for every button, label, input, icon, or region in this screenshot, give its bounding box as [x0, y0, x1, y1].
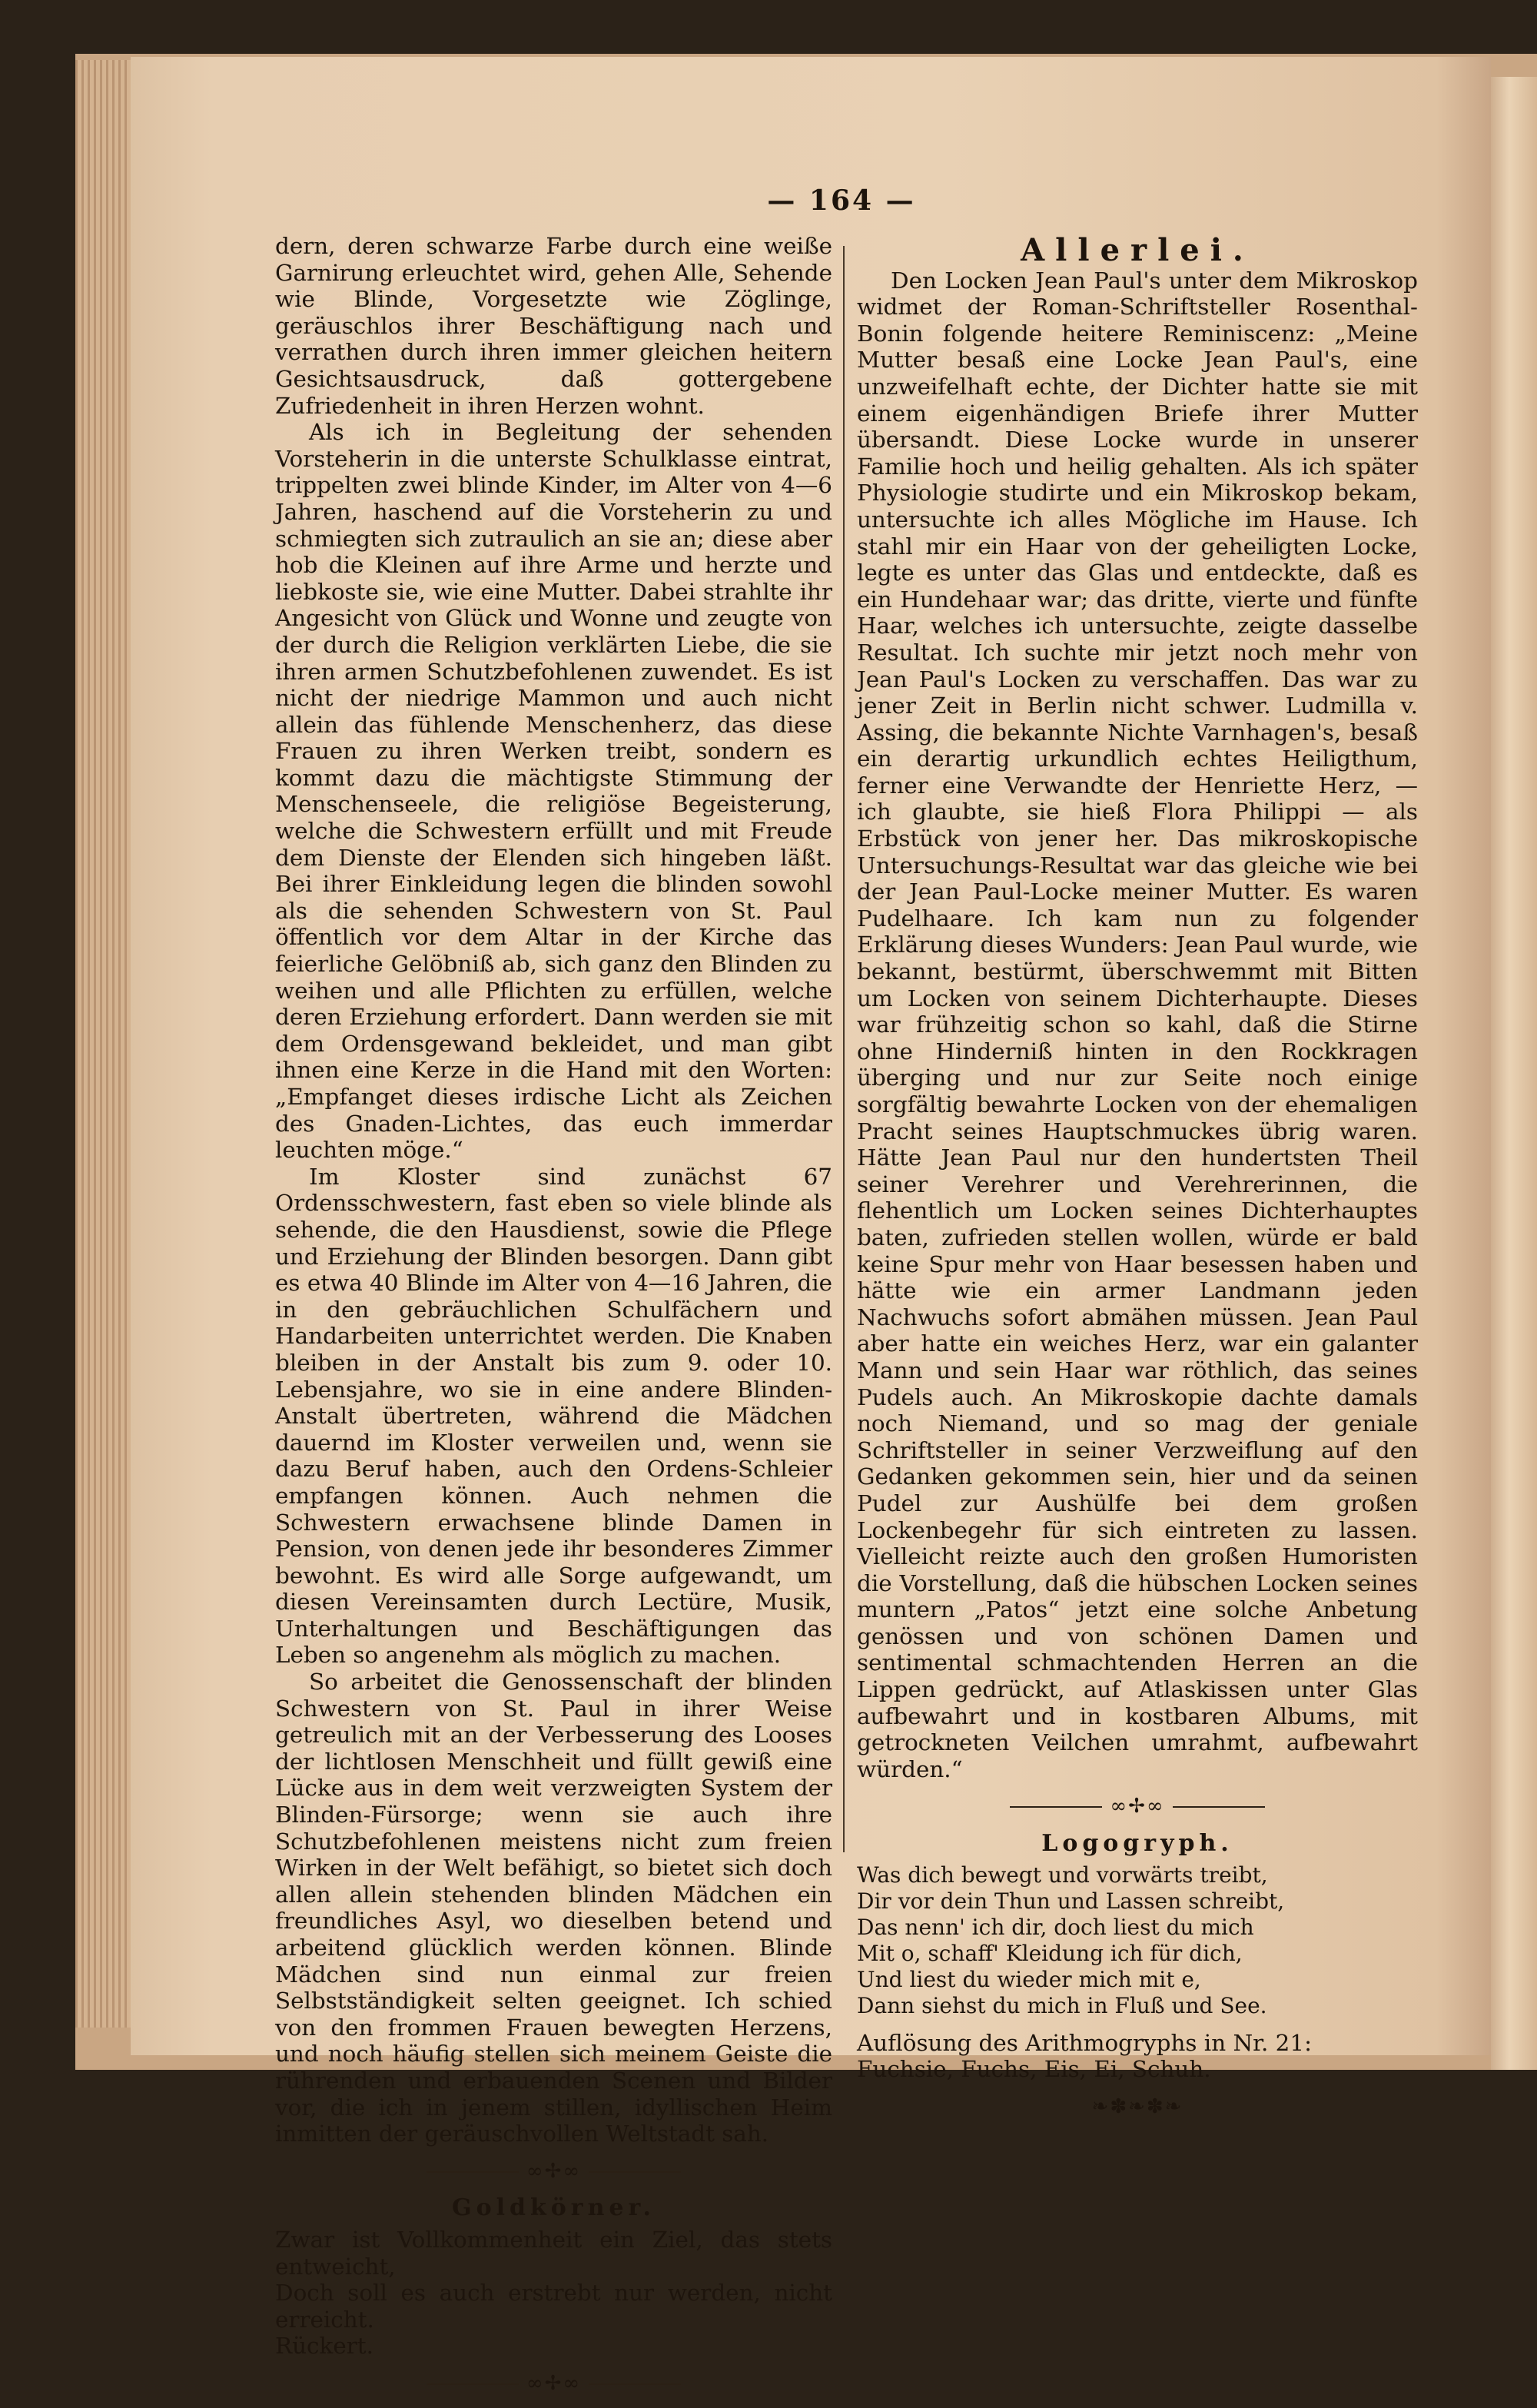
verse-line: Dir vor dein Thun und Lassen schreibt, [857, 1888, 1285, 1914]
verse-line: Und liest du wieder mich mit e, [857, 1966, 1201, 1992]
logogryph-verse [857, 1862, 1418, 2019]
left-paragraph-1: dern, deren schwarze Farbe durch eine weiße Garnirung erleuchtet wird, gehen Alle, Sehende wie Blinde, Vorgesetzte wie Zöglinge, geräuschlos ihrer Beschäftigung nach und verrathen durch ihren immer gleichen heitern Gesichtsausdruck, daß gottergebene Zufriedenheit in ihren Herzen wohnt. [275, 233, 832, 419]
goldkoerner-author: Rückert. [275, 2333, 373, 2360]
goldkoerner-line-2: Doch soll es auch erstrebt nur werden, nicht erreicht. [275, 2280, 832, 2333]
left-paragraph-2: Als ich in Begleitung der sehenden Vorsteherin in die unterste Schulklasse eintrat, trippelten zwei blinde Kinder, im Alter von 4—6 Jahren, haschend auf die Vorsteherin zu und schmiegten sich zutraulich an sie an; diese aber hob die Kleinen auf ihre Arme und herzte und liebkoste sie, wie eine Mutter. Dabei strahlte ihr Angesicht von Glück und Wonne und zeugte von der durch die Religion verklärten Liebe, die sie ihren armen Schutzbefohlenen zuwendet. Es ist nicht der niedrige Mammon und auch nicht allein das fühlende Menschenherz, das diese Frauen zu ihren Werken treibt, sondern es kommt dazu die mächtigste Stimmung der Menschenseele, die religiöse Begeisterung, welche die Schwestern erfüllt und mit Freude dem Dienste der Elenden sich hingeben läßt. Bei ihrer Einkleidung legen die blinden sowohl als die sehenden Schwestern von St. Paul öffentlich vor dem Altar in der Kirche das feierliche Gelöbniß ab, sich ganz den Blinden zu weihen und alle Pflichten zu erfüllen, welche deren Erziehung erfordert. Dann werden sie mit dem Ordensgewand bekleidet, und man gibt ihnen eine Kerze in die Hand mit den Worten: „Empfanget dieses irdische Licht als Zeichen des Gnaden-Lichtes, das euch immerdar leuchten möge.“ [275, 419, 832, 1164]
verse-line: Was dich bewegt und vorwärts treibt, [857, 1862, 1268, 1888]
ornament-flourish: ❧✽❧✽❧ [1091, 2094, 1183, 2118]
solution-heading: Auflösung des Arithmogryphs in Nr. 21: [857, 2029, 1312, 2056]
goldkoerner-title: Goldkörner. [452, 2194, 656, 2222]
left-paragraph-3: Im Kloster sind zunächst 67 Ordensschwestern, fast eben so viele blinde als sehende, die den Hausdienst, sowie die Pflege und Erziehung der Blinden besorgen. Dann gibt es etwa 40 Blinde im Alter von 4—16 Jahren, die in den gebräuchlichen Schulfächern und Handarbeiten unterrichtet werden. Die Knaben bleiben in der Anstalt bis zum 9. oder 10. Lebensjahre, wo sie in eine andere Blinden-Anstalt übertreten, während die Mädchen dauernd im Kloster verweilen und, wenn sie dazu Beruf haben, auch den Ordens-Schleier empfangen können. Auch nehmen die Schwestern erwachsene blinde Damen in Pension, von denen jede ihr besonderes Zimmer bewohnt. Es wird alle Sorge aufgewandt, um diesen Vereinsamten durch Lectüre, Musik, Unterhaltungen und Beschäftigungen das Leben so angenehm als möglich zu machen. [275, 1163, 832, 1669]
verse-line: Das nenn' ich dir, doch liest du mich [857, 1914, 1254, 1940]
ornament-divider: ∞✢∞ [857, 1793, 1418, 1820]
goldkoerner-line-1: Zwar ist Vollkommenheit ein Ziel, das stets entweicht, [275, 2226, 832, 2280]
ornament-divider: ∞✢∞ [275, 2370, 832, 2397]
verse-line: Dann siehst du mich in Fluß und See. [857, 1992, 1267, 2018]
allerlei-title: Allerlei. [1021, 232, 1254, 268]
column-divider [843, 246, 845, 1852]
right-paragraph: Den Locken Jean Paul's unter dem Mikroskop widmet der Roman-Schriftsteller Rosenthal-Bonin folgende heitere Reminiscenz: „Meine Mutter besaß eine Locke Jean Paul's, eine unzweifelhaft echte, der Dichter hatte sie mit einem eigenhändigen Briefe ihrer Mutter übersandt. Diese Locke wurde in unserer Familie hoch und heilig gehalten. Als ich später Physiologie studirte und ein Mikroskop bekam, untersuchte ich alles Mögliche im Hause. Ich stahl mir ein Haar von der geheiligten Locke, legte es unter das Glas und entdeckte, daß es ein Hundehaar war; das dritte, vierte und fünfte Haar, welches ich untersuchte, zeigte dasselbe Resultat. Ich suchte mir jetzt noch mehr von Jean Paul's Locken zu verschaffen. Das war zu jener Zeit in Berlin nicht schwer. Ludmilla v. Assing, die bekannte Nichte Varnhagen's, besaß ein derartig urkundlich echtes Heiligthum, ferner eine Verwandte der Henriette Herz, — ich glaubte, sie hieß Flora Philippi — als Erbstück von jener her. Das mikroskopische Untersuchungs-Resultat war das gleiche wie bei der Jean Paul-Locke meiner Mutter. Es waren Pudelhaare. Ich kam nun zu folgender Erklärung dieses Wunders: Jean Paul wurde, wie bekannt, bestürmt, überschwemmt mit Bitten um Locken von seinem Dichterhaupte. Dieses war frühzeitig schon so kahl, daß die Stirne ohne Hinderniß hinten in den Rockkragen überging und nur zur Seite noch einige sorgfältig bewahrte Locken von der ehemaligen Pracht seines Hauptschmuckes übrig waren. Hätte Jean Paul nur den hundertsten Theil seiner Verehrer und Verehrerinnen, die flehentlich um Locken seines Dichterhauptes baten, zufrieden stellen wollen, würde er bald keine Spur mehr von Haar besessen haben und hätte wie ein armer Landmann jeden Nachwuchs sofort abmähen müssen. Jean Paul aber hatte ein weiches Herz, war ein galanter Mann und sein Haar war röthlich, das seines Pudels auch. An Mikroskopie dachte damals noch Niemand, und so mag der geniale Schriftsteller in seiner Verzweiflung auf den Gedanken gekommen sein, hier und da seinen Pudel zur Aushülfe bei dem großen Lockenbegehr für sich eintreten zu lassen. Vielleicht reizte auch den großen Humoristen die Vorstellung, daß die hübschen Locken seines muntern „Patos“ jetzt eine solche Anbetung genössen und von schönen Damen und sentimental schmachtenden Herren an die Lippen gedrückt, auf Atlaskissen unter Glas aufbewahrt und in kostbaren Albums, mit getrockneten Veilchen umrahmt, aufbewahrt würden.“ [857, 267, 1418, 1782]
ornament-divider: ∞✢∞ [275, 2158, 832, 2185]
right-column [857, 233, 1418, 2131]
right-page-edge [1491, 77, 1537, 2070]
page-number: — 164 — [767, 184, 916, 217]
verse-line: Mit o, schaff' Kleidung ich für dich, [857, 1940, 1243, 1966]
left-paragraph-4: So arbeitet die Genossenschaft der blinden Schwestern von St. Paul in ihrer Weise getreulich mit an der Verbesserung des Looses der lichtlosen Menschheit und füllt gewiß eine Lücke aus in dem weit verzweigten System der Blinden-Fürsorge; wenn sie auch ihre Schutzbefohlenen meistens nicht zum freien Wirken in der Welt befähigt, so bietet sich doch allen allein stehenden blinden Mädchen ein freundliches Asyl, wo dieselben betend und arbeitend glücklich werden können. Blinde Mädchen sind nun einmal zur freien Selbstständigkeit selten geeignet. Ich schied von den frommen Frauen bewegten Herzens, und noch häufig stellen sich meinem Geiste die rührenden und erbauenden Scenen und Bilder vor, die ich in jenem stillen, idyllischen Heim inmitten der geräuschvollen Weltstadt sah. [275, 1669, 832, 2147]
solution-text: Fuchsie, Fuchs, Eis, Ei, Schuh. [857, 2056, 1211, 2083]
logogryph-title: Logogryph. [1041, 1830, 1233, 1858]
page-edges [75, 60, 138, 2028]
left-column [275, 233, 832, 2408]
